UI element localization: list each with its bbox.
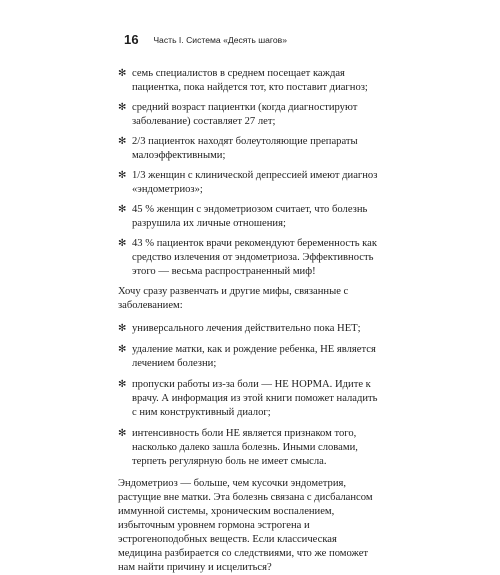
myths-list xyxy=(118,322,378,469)
list-item-text: удаление матки, как и рождение ребенка, НЕ является лечением болезни; xyxy=(132,344,376,369)
list-item-text: универсального лечения действительно пока НЕТ; xyxy=(132,323,361,334)
list-item-text: 45 % женщин с эндометриозом считает, что болезнь разрушила их личные отношения; xyxy=(132,204,368,229)
intro-paragraph: Хочу сразу развенчать и другие мифы, связанные с заболеванием: xyxy=(118,286,349,311)
list-item-text: интенсивность боли НЕ является признаком того, насколько далеко зашла болезнь. Иными словами, терпеть регулярную боль не имеет смысла. xyxy=(132,428,358,467)
statistics-list xyxy=(118,67,378,279)
list-item xyxy=(118,427,378,469)
asterisk-bullet-icon: ✻ xyxy=(118,170,127,181)
list-item xyxy=(118,67,378,95)
list-item xyxy=(118,322,378,336)
asterisk-bullet-icon: ✻ xyxy=(118,204,127,215)
asterisk-bullet-icon: ✻ xyxy=(118,136,127,147)
asterisk-bullet-icon: ✻ xyxy=(118,428,127,439)
page-body xyxy=(118,67,378,575)
list-item-text: пропуски работы из-за боли — НЕ НОРМА. Идите к врачу. А информация из этой книги поможет наладить с ним конструктивный диалог; xyxy=(132,379,378,418)
list-item xyxy=(118,135,378,163)
list-item-text: средний возраст пациентки (когда диагностируют заболевание) составляет 27 лет; xyxy=(132,102,358,127)
list-item xyxy=(118,378,378,420)
asterisk-bullet-icon: ✻ xyxy=(118,379,127,390)
list-item xyxy=(118,203,378,231)
asterisk-bullet-icon: ✻ xyxy=(118,344,127,355)
asterisk-bullet-icon: ✻ xyxy=(118,238,127,249)
closing-paragraph: Эндометриоз — больше, чем кусочки эндометрия, растущие вне матки. Эта болезнь связана с дисбалансом иммунной системы, хроническим воспалением, избыточным уровнем гормона эстрогена и эстрогеноподобных веществ. Если классическая медицина разбирается со следствиями, что же поможет нам найти причину и исцелиться? xyxy=(118,478,373,573)
list-item-text: семь специалистов в среднем посещает каждая пациентка, пока найдется тот, кто поставит диагноз; xyxy=(132,68,368,93)
list-item-text: 43 % пациенток врачи рекомендуют беременность как средство излечения от эндометриоза. Эффективность этого — весьма распространенный миф! xyxy=(132,238,378,277)
asterisk-bullet-icon: ✻ xyxy=(118,68,127,79)
list-item-text: 2/3 пациенток находят болеутоляющие препараты малоэффективными; xyxy=(132,136,358,161)
asterisk-bullet-icon: ✻ xyxy=(118,323,127,334)
asterisk-bullet-icon: ✻ xyxy=(118,102,127,113)
page-number: 16 xyxy=(124,32,139,47)
list-item xyxy=(118,169,378,197)
list-item-text: 1/3 женщин с клинической депрессией имеют диагноз «эндометриоз»; xyxy=(132,170,378,195)
list-item xyxy=(118,237,378,279)
page-header xyxy=(124,31,287,49)
running-title: Часть I. Система «Десять шагов» xyxy=(153,35,287,45)
list-item xyxy=(118,101,378,129)
list-item xyxy=(118,343,378,371)
